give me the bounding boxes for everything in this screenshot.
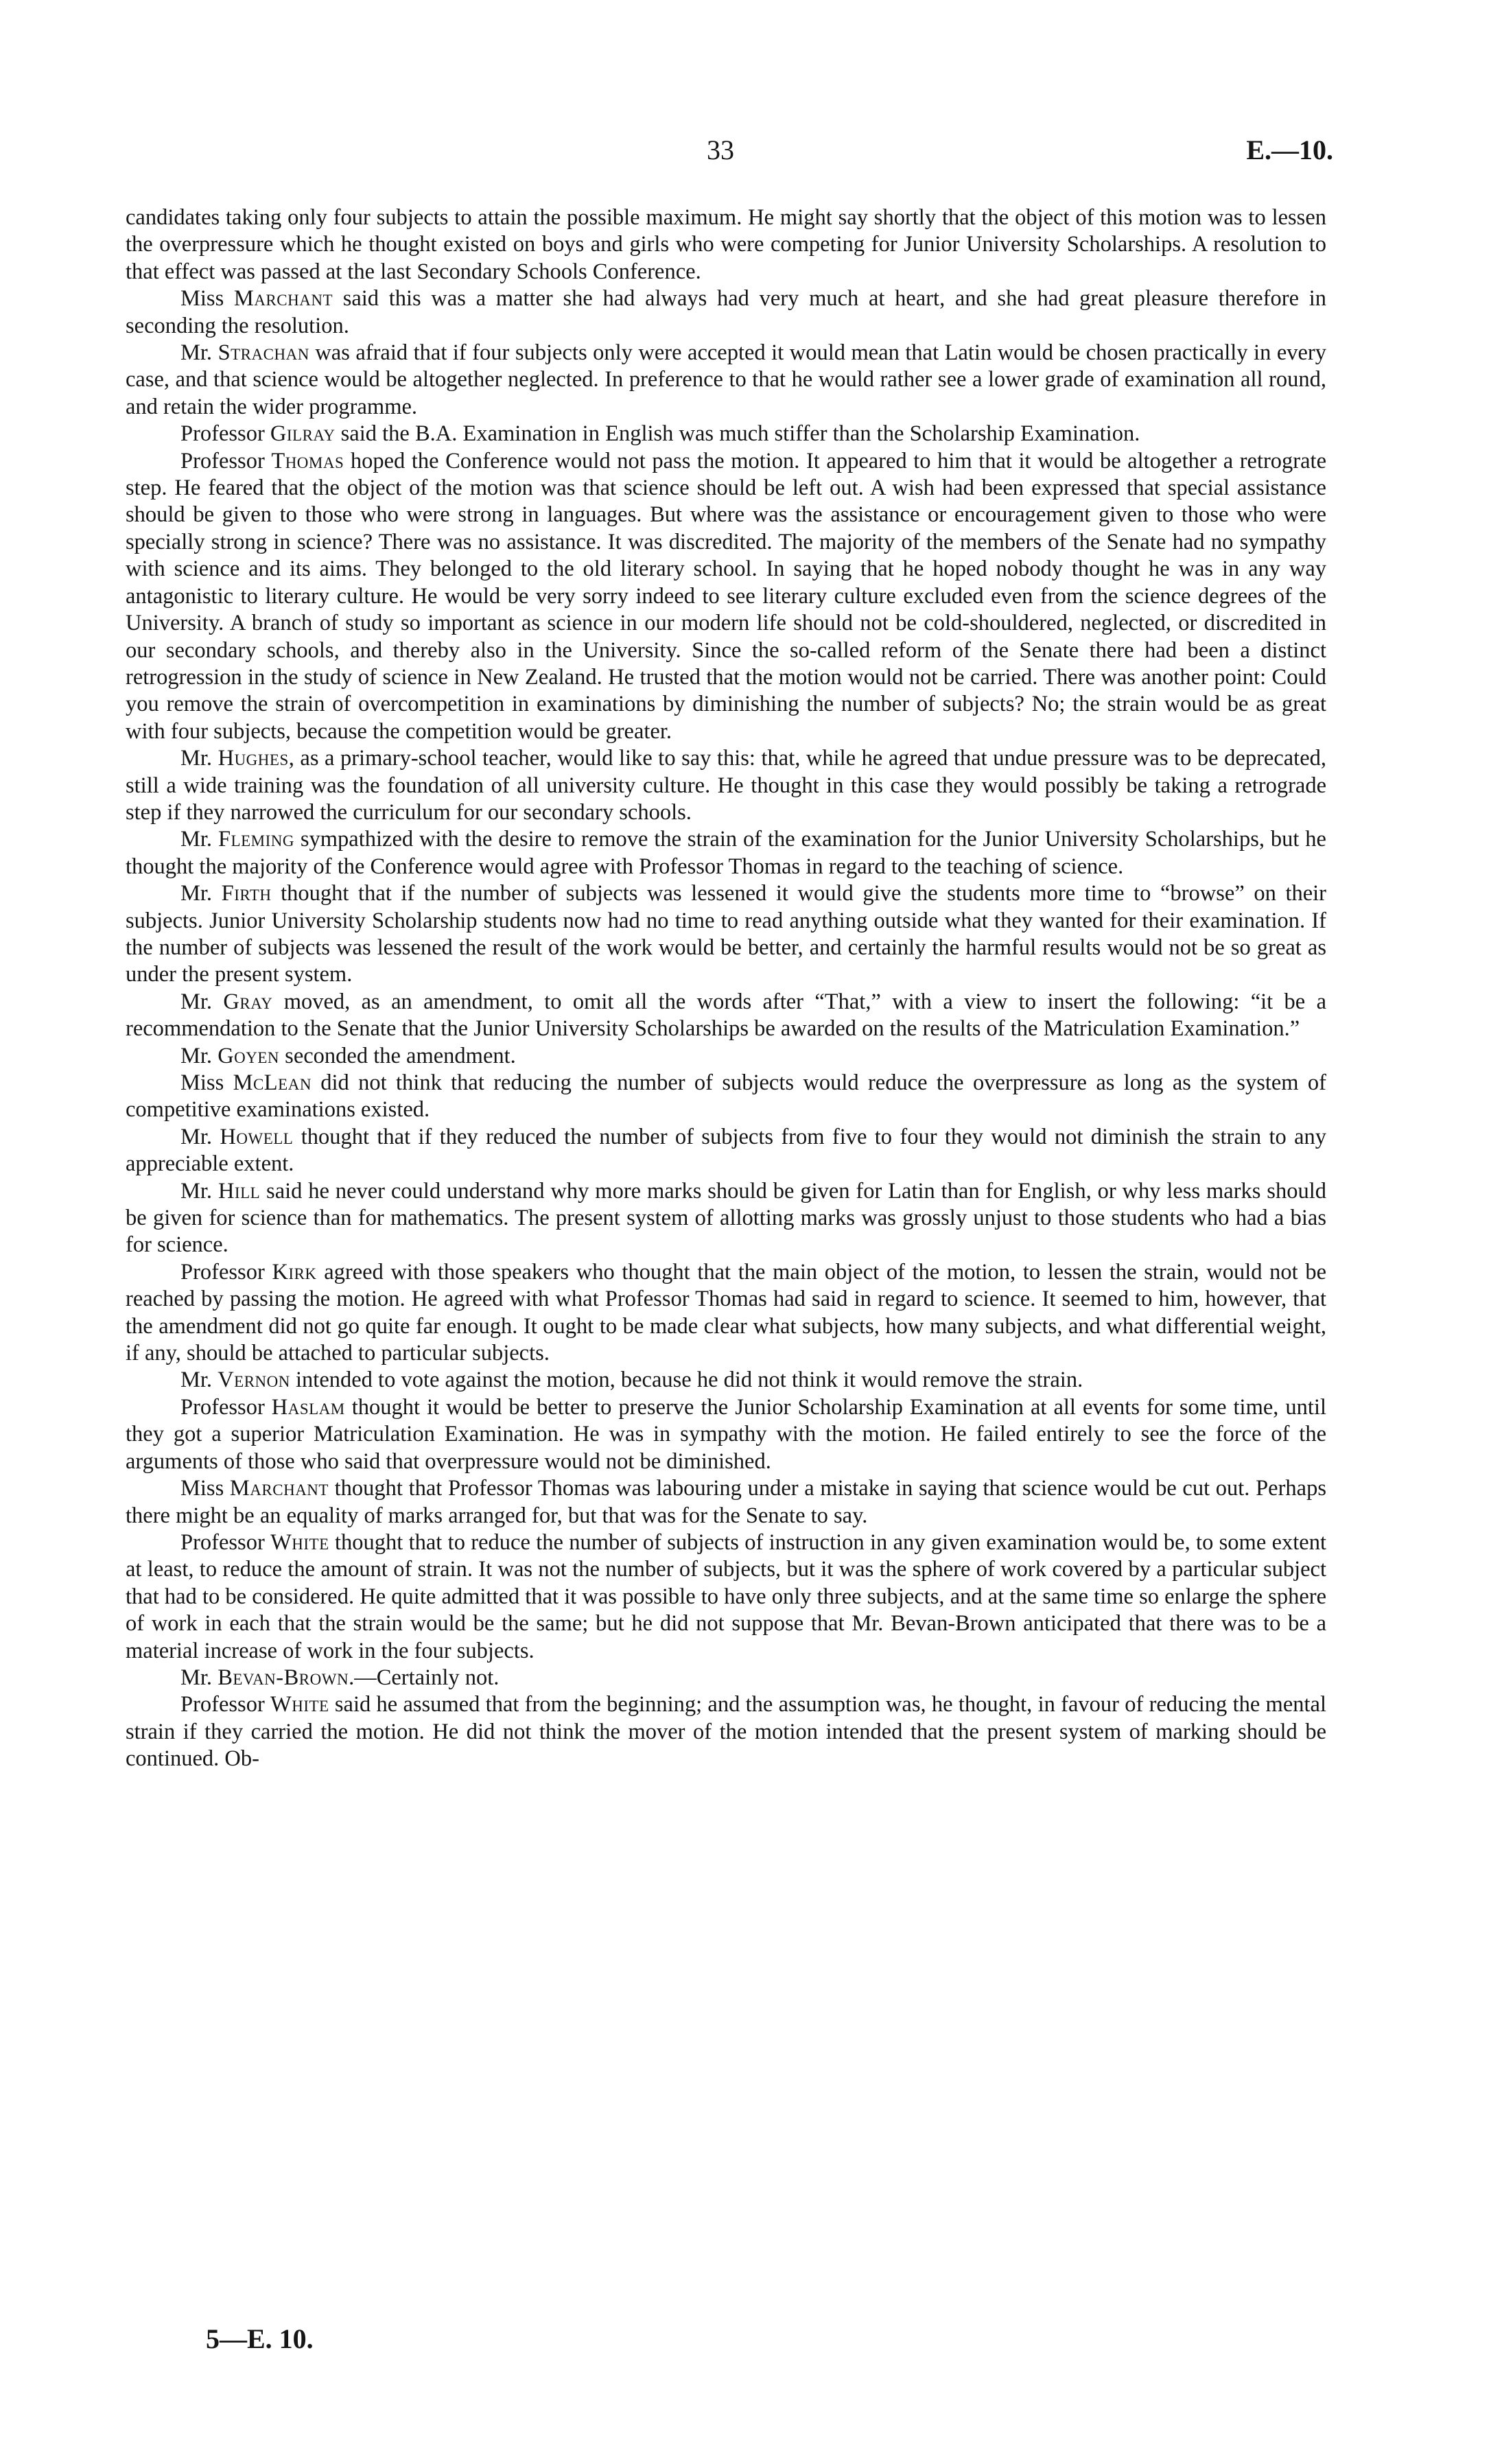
paragraph	[126, 204, 1326, 285]
paragraph	[126, 745, 1326, 826]
paragraph-text: said the B.A. Examination in English was much stiffer than the Scholarship Examination.	[335, 421, 1140, 447]
speaker-title: Mr.	[180, 746, 218, 771]
paragraph	[126, 340, 1326, 421]
speaker-title: Mr.	[180, 1368, 218, 1393]
speaker-name: Vernon	[218, 1368, 290, 1393]
paragraph	[126, 1475, 1326, 1529]
speaker-title: Mr.	[180, 1043, 218, 1068]
paragraph	[126, 1259, 1326, 1368]
paragraph-text: thought it would be better to preserve the Junior Scholarship Examination at all events for some time, until they got a superior Matriculation Examination. He was in sympathy with the motion. He failed entirely to see the force of the arguments of those who said that overpressure would not be diminished.	[126, 1394, 1327, 1474]
paragraph-text: moved, as an amendment, to omit all the words after “That,” with a view to insert the following: “it be a recommendation to the Senate that the Junior University Scholarships be awarded on the results of the Matriculation Examination.”	[126, 989, 1327, 1042]
paragraph-text: said he never could understand why more marks should be given for Latin than for English, or why less marks should be given for science than for mathematics. The present system of allotting marks was grossly unjust to those students who had a bias for science.	[126, 1178, 1326, 1258]
paragraph-text: hoped the Conference would not pass the motion. It appeared to him that it would be altogether a retrograte step. He feared that the object of the motion was that science should be left out. A wish had been expressed that special assistance should be given to those who were strong in languages. But where was the assistance or encouragement given to those who were specially strong in science? There was no assistance. It was discredited. The majority of the members of the Senate had no sympathy with science and its aims. They belonged to the old literary school. In saying that he hoped nobody thought he was in any way antagonistic to literary culture. He would be very sorry indeed to see literary culture excluded even from the science degrees of the University. A branch of study so important as science in our modern life should not be cold-shouldered, neglected, or discredited in our secondary schools, and thereby also in the University. Since the so-called reform of the Senate there had been a distinct retrogression in the study of science in New Zealand. He trusted that the motion would not be carried. There was another point: Could you remove the strain of overcompetition in examinations by diminishing the number of subjects? No; the strain would be as great with four subjects, because the competition would be greater.	[126, 448, 1327, 744]
paragraph	[126, 285, 1326, 340]
page-number: 33	[707, 134, 734, 165]
paragraph-text: thought that Professor Thomas was labouring under a mistake in saying that science would be cut out. Perhaps there might be an equality of marks arranged for, but that was for the Senate to say.	[126, 1476, 1326, 1528]
speaker-name: Strachan	[218, 340, 309, 366]
speaker-title: Professor	[180, 1692, 271, 1717]
speaker-name: Howell	[220, 1124, 294, 1149]
speaker-title: Miss	[180, 286, 234, 312]
speaker-name: Hill	[218, 1178, 261, 1204]
paragraph-text: , as a primary-school teacher, would like to say this: that, while he agreed that undue pressure was to be deprecated, still a wide training was the foundation of all university culture. He thought in this case they would possibly be taking a retrograde step if they narrowed the curriculum for our secondary schools.	[126, 746, 1326, 825]
paragraph-text: agreed with those speakers who thought that the main object of the motion, to lessen the strain, would not be reached by passing the motion. He agreed with what Professor Thomas had said in regard to science. It seemed to him, however, that the amendment did not go quite far enough. It ought to be made clear what subjects, how many subjects, and what differential weight, if any, should be attached to particular subjects.	[126, 1259, 1327, 1366]
paragraph-text: thought that if the number of subjects was lessened it would give the students more time to “browse” on their subjects. Junior University Scholarship students now had no time to read anything outside what they wanted for their examination. If the number of subjects was lessened the result of the work would be better, and certainly the harmful results would not be so great as under the present system.	[126, 881, 1327, 987]
paragraph	[126, 1367, 1326, 1394]
paragraph	[126, 1665, 1326, 1691]
paragraph-text: did not think that reducing the number of subjects would reduce the overpressure as long as the system of competitive examinations existed.	[126, 1070, 1326, 1123]
paragraph	[126, 989, 1326, 1043]
paragraph	[126, 826, 1326, 880]
paragraph-text: said he assumed that from the beginning; and the assumption was, he thought, in favour of reducing the mental strain if they carried the motion. He did not think the mover of the motion intended that the present system of marking should be continued. Ob-	[126, 1692, 1326, 1772]
speaker-title: Professor	[180, 1529, 271, 1555]
speaker-name: Thomas	[271, 448, 344, 473]
speaker-title: Professor	[180, 1259, 272, 1284]
paragraph	[126, 1394, 1326, 1475]
speaker-title: Mr.	[180, 1124, 220, 1149]
speaker-name: Marchant	[229, 1476, 329, 1501]
speaker-title: Professor	[180, 421, 270, 447]
speaker-title: Mr.	[180, 340, 218, 366]
paragraph-text: seconded the amendment.	[279, 1043, 516, 1068]
paragraph	[126, 1070, 1326, 1124]
series-code: E.—10.	[1246, 134, 1333, 165]
speaker-title: Mr.	[180, 1665, 218, 1690]
paragraph-text: intended to vote against the motion, because he did not think it would remove the strain.	[290, 1368, 1083, 1393]
paragraph	[126, 1529, 1326, 1665]
speaker-name: White	[270, 1529, 329, 1555]
page-header	[0, 134, 1491, 175]
signature-mark: 5—E. 10.	[206, 2323, 314, 2354]
body-text	[126, 204, 1326, 1773]
speaker-name: Gray	[223, 989, 273, 1014]
speaker-name: Fleming	[218, 827, 294, 852]
paragraph-text: was afraid that if four subjects only were accepted it would mean that Latin would be chosen practically in every case, and that science would be altogether neglected. In preference to that he would rather see a lower grade of examination all round, and retain the wider programme.	[126, 340, 1326, 419]
speaker-name: Marchant	[233, 286, 333, 312]
speaker-title: Mr.	[180, 881, 222, 906]
paragraph	[126, 1124, 1326, 1178]
paragraph-text: thought that to reduce the number of subjects of instruction in any given examination would be, to some extent at least, to reduce the amount of strain. It was not the number of subjects, but it was the sphere of work covered by a particular subject that had to be considered. He quite admitted that it was possible to have only three subjects, and at the same time so enlarge the sphere of work in each that the strain would be the same; but he did not suppose that Mr. Bevan-Brown anticipated that there was to be a material increase of work in the four subjects.	[126, 1529, 1326, 1663]
paragraph-text: candidates taking only four subjects to attain the possible maximum. He might say shortly that the object of this motion was to lessen the overpressure which he thought existed on boys and girls who were competing for Junior University Scholarships. A resolution to that effect was passed at the last Secondary Schools Conference.	[126, 205, 1326, 284]
speaker-name: White	[270, 1692, 329, 1717]
paragraph-text: thought that if they reduced the number of subjects from five to four they would not diminish the strain to any appreciable extent.	[126, 1124, 1327, 1177]
speaker-title: Mr.	[180, 989, 224, 1014]
speaker-name: Hughes	[218, 746, 289, 771]
paragraph	[126, 880, 1326, 989]
speaker-name: Firth	[221, 881, 272, 906]
speaker-title: Miss	[180, 1476, 230, 1501]
speaker-name: Bevan-Brown	[218, 1665, 349, 1690]
paragraph-text: sympathized with the desire to remove the strain of the examination for the Junior University Scholarships, but he thought the majority of the Conference would agree with Professor Thomas in regard to the teaching of science.	[126, 827, 1326, 879]
paragraph	[126, 1043, 1326, 1070]
speaker-name: Gilray	[270, 421, 336, 447]
speaker-name: Haslam	[271, 1394, 345, 1420]
speaker-name: Goyen	[218, 1043, 280, 1068]
paragraph-text: said this was a matter she had always had very much at heart, and she had great pleasure therefore in seconding the resolution.	[126, 286, 1326, 338]
speaker-title: Mr.	[180, 1178, 218, 1204]
paragraph	[126, 1178, 1326, 1259]
speaker-name: Kirk	[272, 1259, 317, 1284]
speaker-title: Mr.	[180, 827, 218, 852]
speaker-title: Miss	[180, 1070, 233, 1095]
paragraph	[126, 448, 1326, 745]
paragraph	[126, 421, 1326, 447]
paragraph-text: .—Certainly not.	[349, 1665, 500, 1690]
paragraph	[126, 1691, 1326, 1772]
speaker-name: McLean	[233, 1070, 312, 1095]
speaker-title: Professor	[180, 448, 272, 473]
speaker-title: Professor	[180, 1394, 272, 1420]
